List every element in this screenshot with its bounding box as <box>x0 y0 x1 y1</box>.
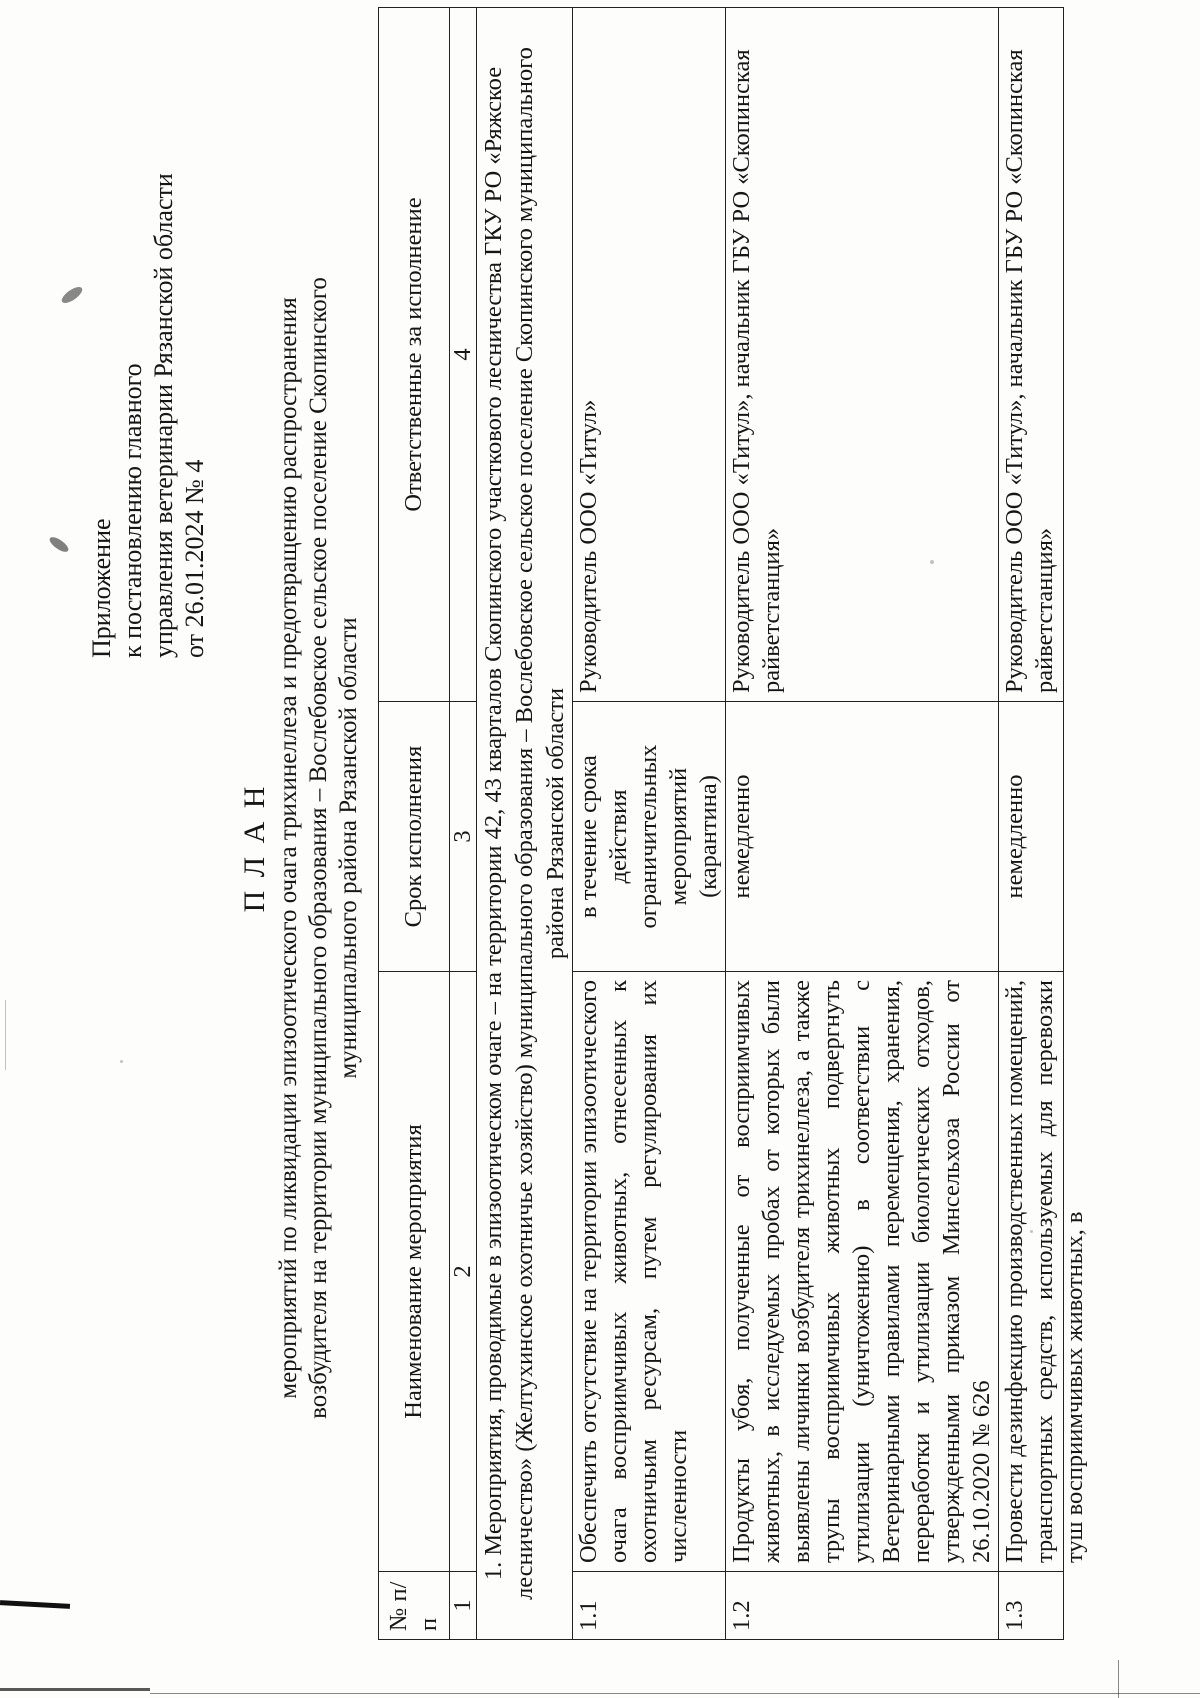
row-number: 1.1 <box>573 1572 726 1640</box>
row-deadline: немедленно <box>999 702 1064 972</box>
scan-edge-line <box>150 1693 1200 1694</box>
column-number: 3 <box>450 702 477 972</box>
scan-speck <box>120 1060 123 1063</box>
appendix-date: от 26.01.2024 № 4 <box>180 459 209 658</box>
scan-speck <box>930 560 934 564</box>
appendix-line: Приложение <box>87 518 116 658</box>
row-responsible: Руководитель ООО «Титул», начальник ГБУ РО «Скопинская райветстанция» <box>726 8 999 702</box>
table-row <box>726 8 999 1640</box>
table-row <box>999 8 1064 1640</box>
scan-edge-line <box>5 1000 6 1070</box>
section-row <box>477 8 573 1640</box>
row-deadline: в течение срока действия ограничительных мероприятий (карантина) <box>573 702 726 972</box>
row-responsible: Руководитель ООО «Титул» <box>573 8 726 702</box>
header-deadline: Срок исполнения <box>379 702 450 972</box>
document-subtitle: мероприятий по ликвидации эпизоотического очага трихинеллеза и предотвращению распространения <box>275 297 302 1399</box>
scan-speck <box>1030 1230 1033 1233</box>
appendix-line: к постановлению главного <box>118 363 147 658</box>
header-responsible: Ответственные за исполнение <box>379 8 450 702</box>
appendix-block <box>86 98 210 658</box>
column-number: 4 <box>450 8 477 702</box>
document-subtitle: возбудителя на территории муниципального образования – Вослебовское сельское поселение Скопинского <box>305 277 332 1419</box>
appendix-line: управления ветеринарии Рязанской области <box>149 173 178 658</box>
row-name-cell <box>999 972 1088 1572</box>
row-name: Продукты убоя, полученные от восприимчивых животных, в исследуемых пробах от которых были выявлены личинки возбудителя трихинеллеза, а также трупы восприимчивых животных подвергнуть утилизации (уничтожению) в соответствии с Ветеринарными правилами перемещения, хранения, переработки и утилизации биологических отходов, утвержденными приказом Минсельхоза России от 26.10.2020 № 626 <box>726 972 999 1572</box>
header-name: Наименование мероприятия <box>379 972 450 1572</box>
document-heading <box>238 218 364 1478</box>
column-number-row <box>450 8 477 1640</box>
row-deadline: немедленно <box>726 702 999 972</box>
plan-table <box>378 7 1088 1640</box>
header-num: № п/п <box>379 1572 450 1640</box>
column-number: 2 <box>450 972 477 1572</box>
document-title: П Л А Н <box>238 783 271 913</box>
document-subtitle: муниципального района Рязанской области <box>335 617 362 1079</box>
column-number: 1 <box>450 1572 477 1640</box>
section-title: 1. Мероприятия, проводимые в эпизоотическом очаге – на территории 42, 43 кварталов Скопинского участкового лесничества ГКУ РО «Ряжское лесничество» (Желтухинское охотничье хозяйство) муниципального образования – Вослебовское сельское поселение Скопинского муниципального района Рязанской области <box>477 8 573 1640</box>
scan-edge-mark <box>0 1688 150 1691</box>
table-row <box>573 8 726 1640</box>
row-responsible: Руководитель ООО «Титул», начальник ГБУ РО «Скопинская райветстанция» <box>1001 49 1058 693</box>
row-name: Провести дезинфекцию производственных помещений, транспортных средств, используемых для перевозки туш восприимчивых животных, в <box>1001 980 1088 1563</box>
row-name: Обеспечить отсутствие на территории эпизоотического очага восприимчивых животных, отнесенных к охотничьим ресурсам, путем регулирования их численности <box>573 972 726 1572</box>
row-number: 1.3 <box>999 1572 1064 1640</box>
table-header-row <box>379 8 450 1640</box>
row-number: 1.2 <box>726 1572 999 1640</box>
scan-edge-line <box>1118 1660 1119 1698</box>
row-responsible-cell <box>999 8 1064 702</box>
